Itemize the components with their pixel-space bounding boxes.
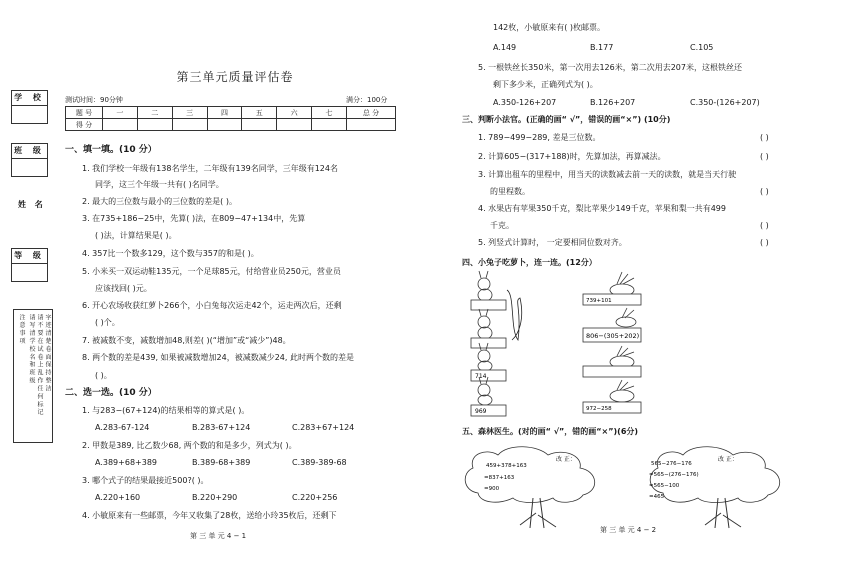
- option-c[interactable]: C.220+256: [292, 493, 338, 502]
- list-item: 同学，这三个年级一共有( )名同学。: [95, 180, 224, 189]
- list-item: 3. 在735+186−25中，先算( )法，在809−47+134中，先算: [82, 214, 306, 223]
- score-table-score-row: [66, 119, 396, 131]
- calc-line: =837+163: [484, 475, 515, 481]
- score-table: [65, 106, 396, 131]
- rabbit-label: 969: [475, 408, 487, 415]
- list-item: 1. 我们学校一年级有138名学生，二年级有139名同学，三年级有124名: [82, 164, 338, 173]
- question-cont: 142枚，小敏原来有( )枚邮票。: [493, 23, 606, 32]
- score-cell[interactable]: [277, 119, 312, 131]
- table-cell: 四: [207, 107, 242, 119]
- option-b[interactable]: B.126+207: [590, 98, 636, 107]
- option-b[interactable]: B.283-67+124: [192, 423, 251, 432]
- list-item: 7. 被减数不变，减数增加48,则差( )(“增加”或“减少”)48。: [82, 336, 291, 345]
- option-b[interactable]: B.177: [590, 43, 614, 52]
- list-item: 4. 357比一个数多129，这个数与357的和是( )。: [82, 249, 259, 258]
- score-cell[interactable]: [172, 119, 207, 131]
- question: 2. 甲数是389, 比乙数少68, 两个数的和是多少，列式为( )。: [82, 441, 297, 450]
- list-item: 2. 计算605−(317+188)时，先算加法，再算减法。: [478, 152, 666, 161]
- score-cell[interactable]: [347, 119, 396, 131]
- school-box[interactable]: [11, 90, 48, 124]
- notice-line: 请 写 清 学 校 名 和 班 级: [28, 314, 35, 384]
- list-item: 6. 开心农场收获红萝卜266个，小白兔每次运走42个，运走两次后，还剩: [82, 301, 342, 310]
- option-a[interactable]: A.220+160: [95, 493, 141, 502]
- section2-heading: 二、选一选。(10 分）: [65, 388, 157, 398]
- carrot-icon: [583, 346, 641, 377]
- question: 5. 一根铁丝长350米，第一次用去126米，第二次用去207米，这根铁丝还: [478, 63, 742, 72]
- option-a[interactable]: A.283-67-124: [95, 423, 150, 432]
- page-footer: 第 三 单 元 4 − 2: [600, 526, 657, 534]
- table-cell: 二: [137, 107, 172, 119]
- question: 4. 小敏原来有一些邮票，今年又收集了28枚，送给小玲35枚后，还剩下: [82, 511, 337, 520]
- tree-illustration-2: [643, 443, 801, 529]
- option-a[interactable]: A.350-126+207: [493, 98, 557, 107]
- list-item: 千克。: [490, 221, 514, 230]
- carrot-label: 972−258: [586, 406, 612, 412]
- notice-line: 请 不 要 在 试 卷 上 乱 作 任 何 标 记: [36, 314, 43, 415]
- carrot-label: 739+101: [586, 298, 612, 304]
- list-item: 的里程数。: [490, 187, 530, 196]
- rabbit-icon: [471, 309, 506, 348]
- notice-box: [13, 309, 53, 443]
- section1-heading: 一、填一填。(10 分）: [65, 145, 157, 155]
- option-c[interactable]: C.283+67+124: [292, 423, 355, 432]
- question: 1. 与283−(67+124)的结果相等的算式是( )。: [82, 406, 250, 415]
- score-cell[interactable]: [103, 119, 138, 131]
- question: 3. 哪个式子的结果最接近500?( )。: [82, 476, 209, 485]
- list-item: 1. 789−499−289, 差是三位数。: [478, 133, 601, 142]
- notice-line: 字 迹 清 楚 卷 面 保 持 整 洁: [44, 314, 51, 392]
- carrot-label: 806−(305+202): [586, 332, 640, 340]
- calc-line: 459+378+163: [486, 463, 527, 469]
- question-cont: 剩下多少米，正确列式为( )。: [493, 80, 598, 89]
- score-cell[interactable]: [242, 119, 277, 131]
- section4-heading: 四、小兔子吃萝卜，连一连。(12分）: [462, 258, 597, 267]
- tree-illustration-1: [458, 443, 616, 529]
- calc-line: 565−276−176: [651, 461, 692, 467]
- option-c[interactable]: C.389-389-68: [292, 458, 347, 467]
- answer-paren[interactable]: ( ): [760, 133, 769, 142]
- page-title: 第三单元质量评估卷: [176, 70, 294, 84]
- list-item: 4. 水果店有苹果350千克，梨比苹果少149千克，苹果和梨一共有499: [478, 204, 726, 213]
- list-item: ( )。: [95, 371, 112, 380]
- list-item: 5. 小米买一双运动鞋135元，一个足球85元，付给营业员250元，营业员: [82, 267, 341, 276]
- test-time: 测试时间：90分钟: [65, 96, 123, 104]
- calc-line: =465: [649, 494, 665, 500]
- list-item: 应该找回( )元。: [95, 284, 152, 293]
- calc-line: =900: [484, 486, 500, 492]
- correction-label: 改 正：: [556, 456, 576, 463]
- score-table-header-row: [66, 107, 396, 119]
- calc-line: =565−(276−176): [649, 472, 699, 478]
- table-cell: 题 号: [66, 107, 103, 119]
- name-label: 姓 名: [18, 200, 46, 209]
- option-c[interactable]: C.350-(126+207): [690, 98, 760, 107]
- correction-label: 改 正：: [718, 456, 738, 463]
- score-cell[interactable]: [207, 119, 242, 131]
- table-cell: 六: [277, 107, 312, 119]
- answer-paren[interactable]: ( ): [760, 187, 769, 196]
- option-b[interactable]: B.389-68+389: [192, 458, 251, 467]
- option-a[interactable]: A.389+68+389: [95, 458, 157, 467]
- answer-paren[interactable]: ( ): [760, 238, 769, 247]
- grade-label: 等 级: [12, 249, 47, 264]
- class-label: 班 级: [12, 144, 47, 159]
- list-item: ( )个。: [95, 318, 120, 327]
- table-cell: 七: [312, 107, 347, 119]
- table-cell: 得 分: [66, 119, 103, 131]
- scribble-mark: [507, 290, 522, 340]
- section3-heading: 三、判断小法官。(正确的画“ √”，错误的画“×”) (10分): [462, 115, 671, 124]
- option-c[interactable]: C.105: [690, 43, 714, 52]
- list-item: 3. 计算出租车的里程中，用当天的读数减去前一天的读数，就是当天行驶: [478, 170, 737, 179]
- table-cell: 五: [242, 107, 277, 119]
- school-label: 学 校: [12, 91, 47, 106]
- score-cell[interactable]: [137, 119, 172, 131]
- section5-heading: 五、森林医生。(对的画“ √”，错的画“×”)(6分): [462, 427, 639, 436]
- table-cell: 一: [103, 107, 138, 119]
- page-footer: 第 三 单 元 4 − 1: [190, 532, 247, 540]
- answer-paren[interactable]: ( ): [760, 221, 769, 230]
- option-b[interactable]: B.220+290: [192, 493, 238, 502]
- answer-paren[interactable]: ( ): [760, 152, 769, 161]
- table-cell: 总 分: [347, 107, 396, 119]
- score-cell[interactable]: [312, 119, 347, 131]
- table-cell: 三: [172, 107, 207, 119]
- carrot-illustration: [582, 270, 644, 425]
- rabbit-label: 714: [475, 373, 487, 380]
- list-item: 2. 最大的三位数与最小的三位数的差是( )。: [82, 197, 237, 206]
- rabbit-icon: [471, 271, 506, 310]
- list-item: ( )法，计算结果是( )。: [95, 231, 177, 240]
- list-item: 5. 列竖式计算时， 一定要相同位数对齐。: [478, 238, 627, 247]
- notice-title: 注 意 事 项: [18, 314, 25, 344]
- list-item: 8. 两个数的差是439, 如果被减数增加24，被减数减少24, 此时两个数的差是: [82, 353, 354, 362]
- class-box[interactable]: [11, 143, 48, 177]
- calc-line: =565−100: [649, 483, 680, 489]
- grade-box[interactable]: [11, 248, 48, 282]
- option-a[interactable]: A.149: [493, 43, 517, 52]
- full-score: 满分：100分: [346, 96, 388, 104]
